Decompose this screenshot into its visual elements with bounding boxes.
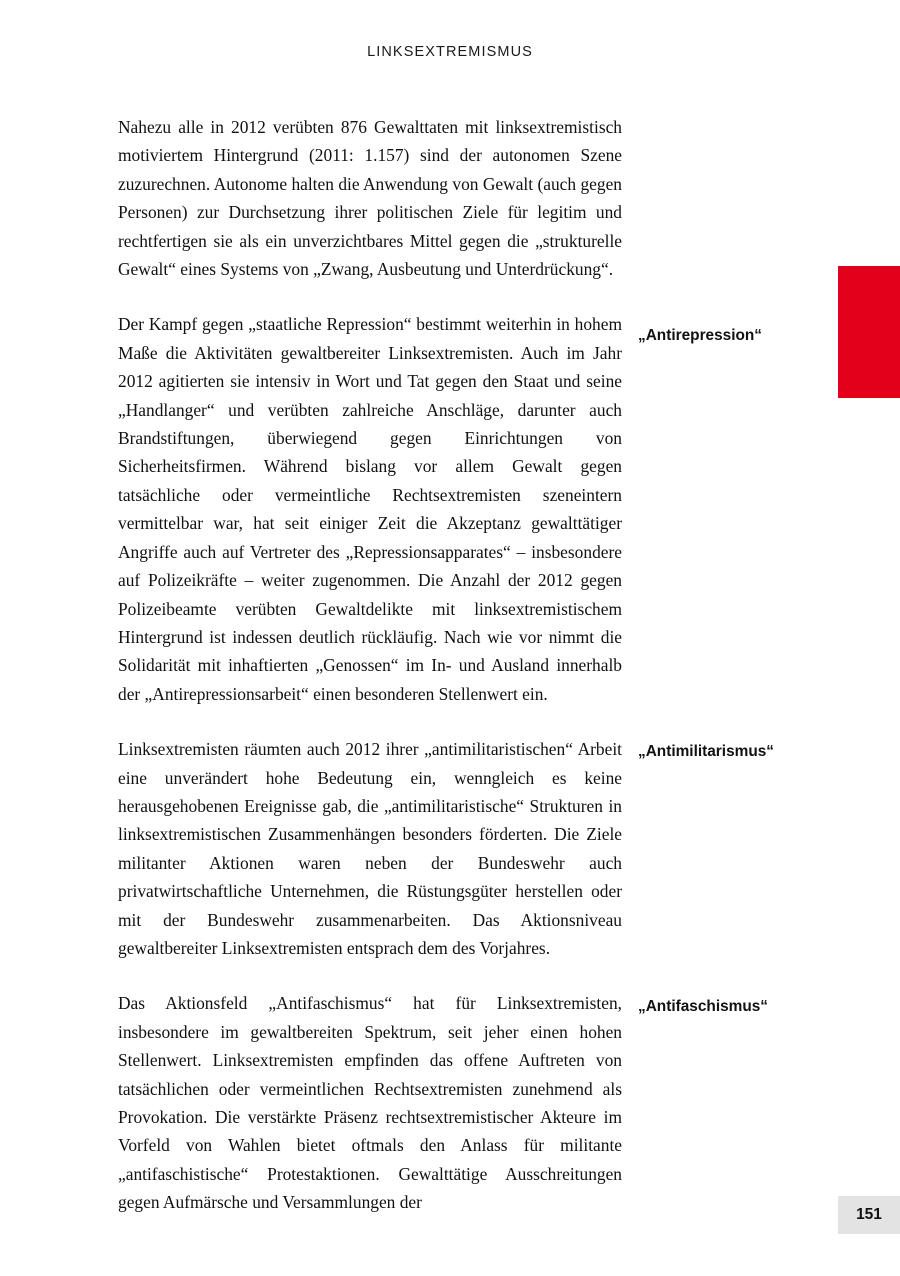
running-head: LINKSEXTREMISMUS <box>367 44 533 60</box>
paragraph: Nahezu alle in 2012 verübten 876 Gewalttaten mit linksextremistisch motiviertem Hintergrund (2011: 1.157) sind der autonomen Szene zuzurechnen. Autonome halten die Anwendung von Gewalt (auch gegen Personen) zur Durchsetzung ihrer politischen Ziele für legitim und rechtfertigen sie als ein unverzichtbares Mittel gegen die „strukturelle Gewalt“ eines Systems von „Zwang, Ausbeutung und Unterdrückung“. <box>118 117 622 280</box>
margin-note-antirepression: „Antirepression“ <box>638 327 763 344</box>
paragraph: Linksextremisten räumten auch 2012 ihrer „antimilitaristischen“ Arbeit eine unverändert hohe Bedeutung ein, wenngleich es keine herausgehobenen Ereignisse gab, die „antimilitaristische“ Strukturen in linksextremistischen Zusammenhängen besonders förderten. Die Ziele militanter Aktionen waren neben der Bundeswehr auch privatwirtschaftliche Unternehmen, die Rüstungsgüter herstellen oder mit der Bundeswehr zusammenarbeiten. Das Aktionsniveau gewaltbereiter Linksextremisten entsprach dem des Vorjahres. <box>118 739 622 958</box>
paragraph: Der Kampf gegen „staatliche Repression“ bestimmt weiterhin in hohem Maße die Aktivitäten gewaltbereiter Linksextremisten. Auch im Jahr 2012 agitierten sie intensiv in Wort und Tat gegen den Staat und seine „Handlanger“ und verübten zahlreiche Anschläge, darunter auch Brandstiftungen, überwiegend gegen Einrichtungen von Sicherheitsfirmen. Während bislang vor allem Gewalt gegen tatsächliche oder vermeintliche Rechtsextremisten szeneintern vermittelbar war, hat seit einiger Zeit die Akzeptanz gewalttätiger Angriffe auch auf Vertreter des „Repressionsapparates“ – insbesondere auf Polizeikräfte – weiter zugenommen. Die Anzahl der 2012 gegen Polizeibeamte verübten Gewaltdelikte mit linksextremistischem Hintergrund ist indessen deutlich rückläufig. Nach wie vor nimmt die Solidarität mit inhaftierten „Genossen“ im In- und Ausland innerhalb der „Antirepressionsarbeit“ einen besonderen Stellenwert ein. <box>118 314 622 704</box>
margin-note-antimilitarismus: „Antimilitarismus“ <box>638 743 774 760</box>
margin-note-antifaschismus: „Antifaschismus“ <box>638 998 768 1015</box>
chapter-color-marker <box>838 266 900 398</box>
body-text-column <box>118 113 622 1217</box>
paragraph: Das Aktionsfeld „Antifaschismus“ hat für Linksextremisten, insbesondere im gewaltbereiten Spektrum, seit jeher einen hohen Stellenwert. Linksextremisten empfinden das offene Auftreten von tatsächlichen oder vermeintlichen Rechtsextremisten zunehmend als Provokation. Die verstärkte Präsenz rechtsextremistischer Akteure im Vorfeld von Wahlen bietet oftmals den Anlass für militante „antifaschistische“ Protestaktionen. Gewalttätige Ausschreitungen gegen Aufmärsche und Versammlungen der <box>118 993 622 1213</box>
page-number-badge: 151 <box>838 1196 900 1234</box>
